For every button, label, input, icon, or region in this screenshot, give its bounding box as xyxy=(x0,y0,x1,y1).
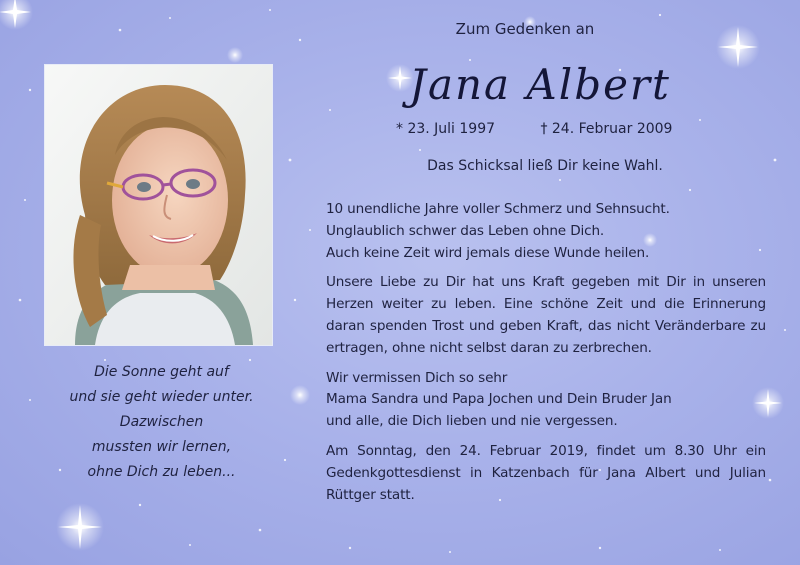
text-line: Wir vermissen Dich so sehr xyxy=(326,369,508,386)
text-line: und alle, die Dich lieben und nie vergessen. xyxy=(326,413,618,430)
poem xyxy=(44,360,279,485)
portrait-illustration xyxy=(45,65,272,345)
life-dates xyxy=(396,121,696,137)
death-date: † 24. Februar 2009 xyxy=(540,121,673,137)
poem-line: und sie geht wieder unter. xyxy=(69,389,254,405)
poem-line: Dazwischen xyxy=(119,414,204,430)
birth-date: * 23. Juli 1997 xyxy=(396,121,496,137)
text-line: Mama Sandra und Papa Jochen und Dein Bruder Jan xyxy=(326,391,672,408)
text-line: Unglaublich schwer das Leben ohne Dich. xyxy=(326,222,605,239)
paragraph-family xyxy=(326,368,766,433)
intro-text: Zum Gedenken an xyxy=(455,20,595,38)
poem-line: mussten wir lernen, xyxy=(91,439,232,455)
text-line: 10 unendliche Jahre voller Schmerz und Sehnsucht. xyxy=(326,201,670,217)
paragraph-love: Unsere Liebe zu Dir hat uns Kraft gegeben mit Dir in unseren Herzen weiter zu leben. Eine schöne Zeit und die Erinnerung daran spenden Trost und geben Kraft, das nicht Veränderbare zu ertragen, ohne nicht selbst daran zu zerbrechen. xyxy=(326,274,766,356)
motto-line: Das Schicksal ließ Dir keine Wahl. xyxy=(427,158,663,174)
paragraph-longing xyxy=(326,199,766,264)
paragraph-service: Am Sonntag, den 24. Februar 2019, findet um 8.30 Uhr ein Gedenkgottesdienst in Katzenbach für Jana Albert und Julian Rüttger statt. xyxy=(326,442,766,503)
memorial-text xyxy=(326,199,766,514)
text-line: Auch keine Zeit wird jemals diese Wunde heilen. xyxy=(326,244,650,261)
poem-line: ohne Dich zu leben... xyxy=(87,464,236,480)
deceased-name: Jana Albert xyxy=(409,60,671,109)
portrait-photo xyxy=(44,64,273,346)
poem-line: Die Sonne geht auf xyxy=(94,364,229,380)
